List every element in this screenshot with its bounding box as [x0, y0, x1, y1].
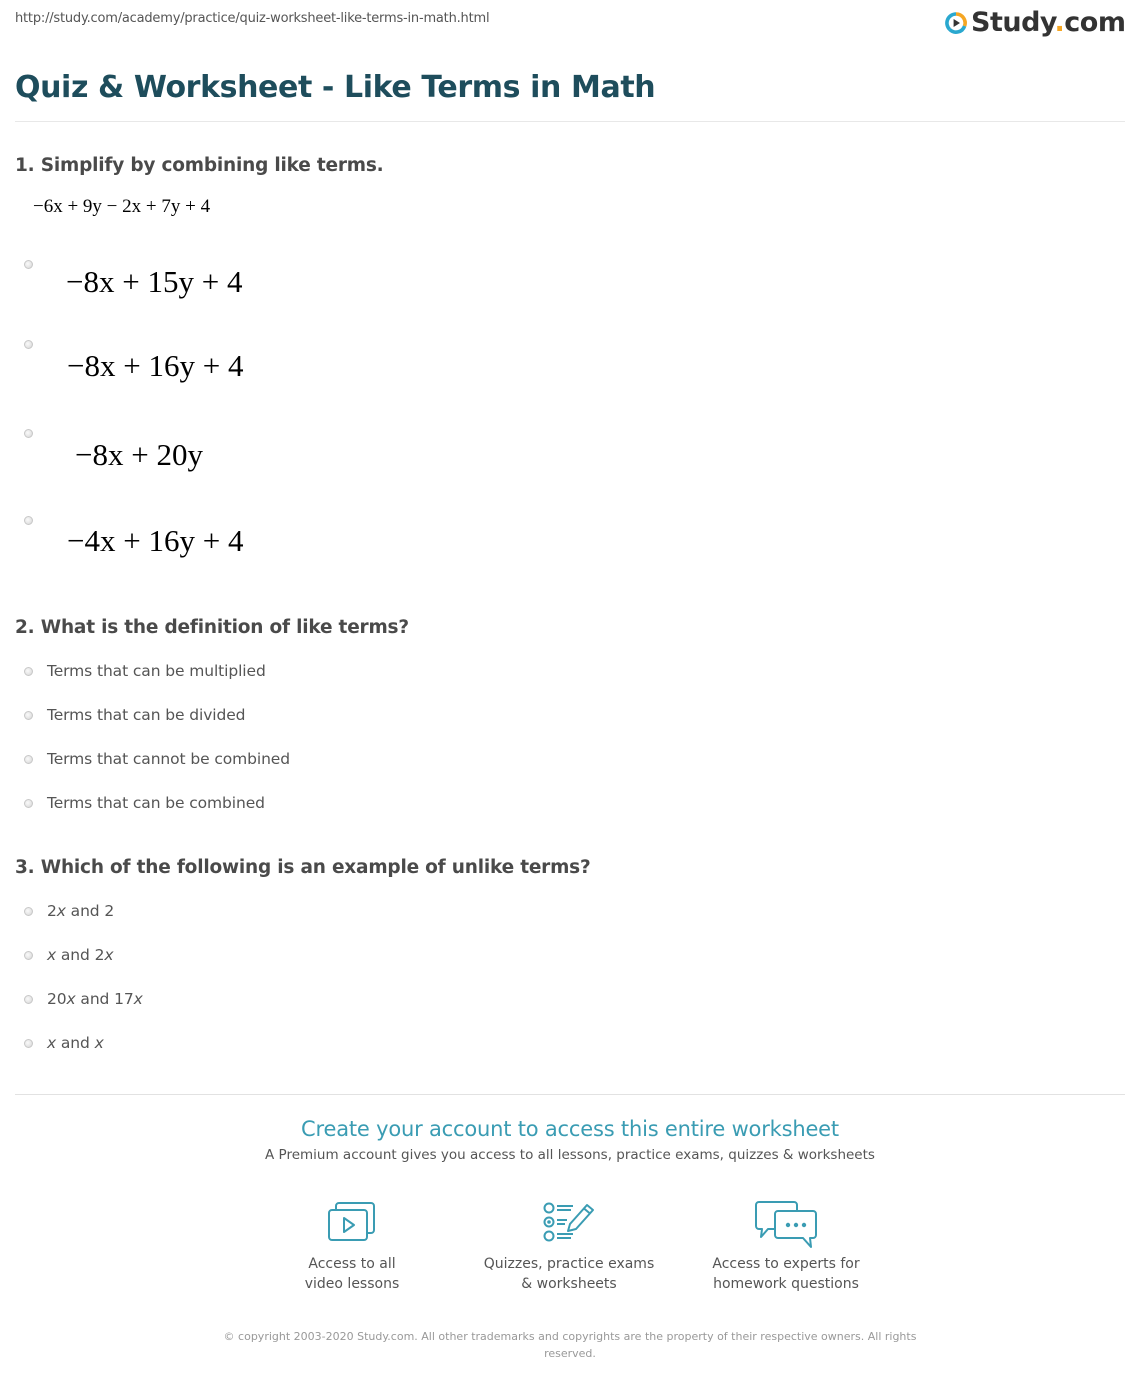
term-coefficient: 2 — [47, 902, 57, 920]
page-title: Quiz & Worksheet - Like Terms in Math — [15, 70, 656, 105]
term-joiner: and — [75, 990, 115, 1008]
question-1-expression: −6x + 9y − 2x + 7y + 4 — [33, 196, 211, 217]
term-joiner: and — [56, 1034, 95, 1052]
question-1-option-2-radio[interactable] — [24, 340, 33, 349]
question-1-option-1-label: −8x + 15y + 4 — [66, 264, 243, 299]
question-3-option-4-label — [47, 1034, 104, 1052]
question-3-option-1-label — [47, 902, 114, 920]
term-joiner: and — [65, 902, 105, 920]
question-3-option-4-radio[interactable] — [24, 1039, 33, 1048]
page-url: http://study.com/academy/practice/quiz-worksheet-like-terms-in-math.html — [15, 11, 490, 26]
feature-video-line2: video lessons — [304, 1276, 400, 1292]
term-variable: x — [56, 902, 66, 920]
question-1-option-4-radio[interactable] — [24, 516, 33, 525]
question-2-option-2-radio[interactable] — [24, 711, 33, 720]
question-2-option-2-label: Terms that can be divided — [47, 706, 246, 724]
chat-bubbles-icon — [754, 1200, 818, 1250]
term-variable: x — [104, 946, 114, 964]
feature-experts-line1: Access to experts for — [712, 1256, 860, 1272]
logo-name: Study — [971, 7, 1055, 38]
question-2-title: 2. What is the definition of like terms? — [15, 617, 409, 638]
quiz-checklist-icon — [540, 1200, 598, 1246]
term-variable: x — [47, 946, 57, 964]
question-2-option-1-radio[interactable] — [24, 667, 33, 676]
question-1-option-3-label: −8x + 20y — [75, 437, 203, 472]
video-lessons-icon — [326, 1200, 378, 1246]
term-variable: x — [47, 1034, 57, 1052]
question-3-option-2-radio[interactable] — [24, 951, 33, 960]
term-coefficient: 2 — [104, 902, 115, 920]
term-coefficient: 2 — [94, 946, 105, 964]
question-3-option-3-label — [47, 990, 143, 1008]
question-1-option-4-label: −4x + 16y + 4 — [67, 523, 244, 558]
term-variable: x — [94, 1034, 104, 1052]
question-2-option-4-radio[interactable] — [24, 799, 33, 808]
study-com-logo[interactable] — [945, 8, 1126, 38]
term-coefficient: 20 — [47, 990, 67, 1008]
question-1-option-2-label: −8x + 16y + 4 — [67, 348, 244, 383]
play-logo-icon — [945, 12, 967, 34]
term-variable: x — [133, 990, 143, 1008]
question-1-title: 1. Simplify by combining like terms. — [15, 155, 384, 176]
feature-quizzes-line1: Quizzes, practice exams — [483, 1256, 655, 1272]
copyright-line-2: reserved. — [544, 1347, 596, 1360]
copyright-footer — [200, 1328, 940, 1362]
feature-video-lessons — [252, 1200, 452, 1294]
feature-quizzes — [469, 1200, 669, 1294]
question-3-option-2-label — [47, 946, 113, 964]
question-2-option-3-label: Terms that cannot be combined — [47, 750, 290, 768]
term-variable: x — [66, 990, 76, 1008]
question-1-option-3-radio[interactable] — [24, 429, 33, 438]
question-3-title: 3. Which of the following is an example of unlike terms? — [15, 857, 591, 878]
question-2-option-1-label: Terms that can be multiplied — [47, 662, 266, 680]
feature-experts-line2: homework questions — [713, 1276, 859, 1292]
cta-divider — [15, 1094, 1125, 1095]
header-divider — [15, 121, 1125, 122]
feature-experts — [686, 1200, 886, 1294]
cta-subtitle: A Premium account gives you access to all lessons, practice exams, quizzes & worksheets — [265, 1147, 875, 1163]
question-1-option-1-radio[interactable] — [24, 260, 33, 269]
term-joiner: and — [56, 946, 95, 964]
feature-quizzes-line2: & worksheets — [521, 1276, 617, 1292]
question-2-option-4-label: Terms that can be combined — [47, 794, 265, 812]
create-account-link[interactable]: Create your account to access this entire worksheet — [301, 1117, 839, 1141]
term-coefficient: 17 — [114, 990, 134, 1008]
feature-video-line1: Access to all — [308, 1256, 396, 1272]
question-2-option-3-radio[interactable] — [24, 755, 33, 764]
logo-tld: com — [1064, 7, 1126, 38]
question-3-option-1-radio[interactable] — [24, 907, 33, 916]
question-3-option-3-radio[interactable] — [24, 995, 33, 1004]
copyright-line-1: © copyright 2003-2020 Study.com. All other trademarks and copyrights are the property of their respective owners. All rights — [223, 1330, 917, 1343]
logo-dot: . — [1054, 7, 1065, 38]
